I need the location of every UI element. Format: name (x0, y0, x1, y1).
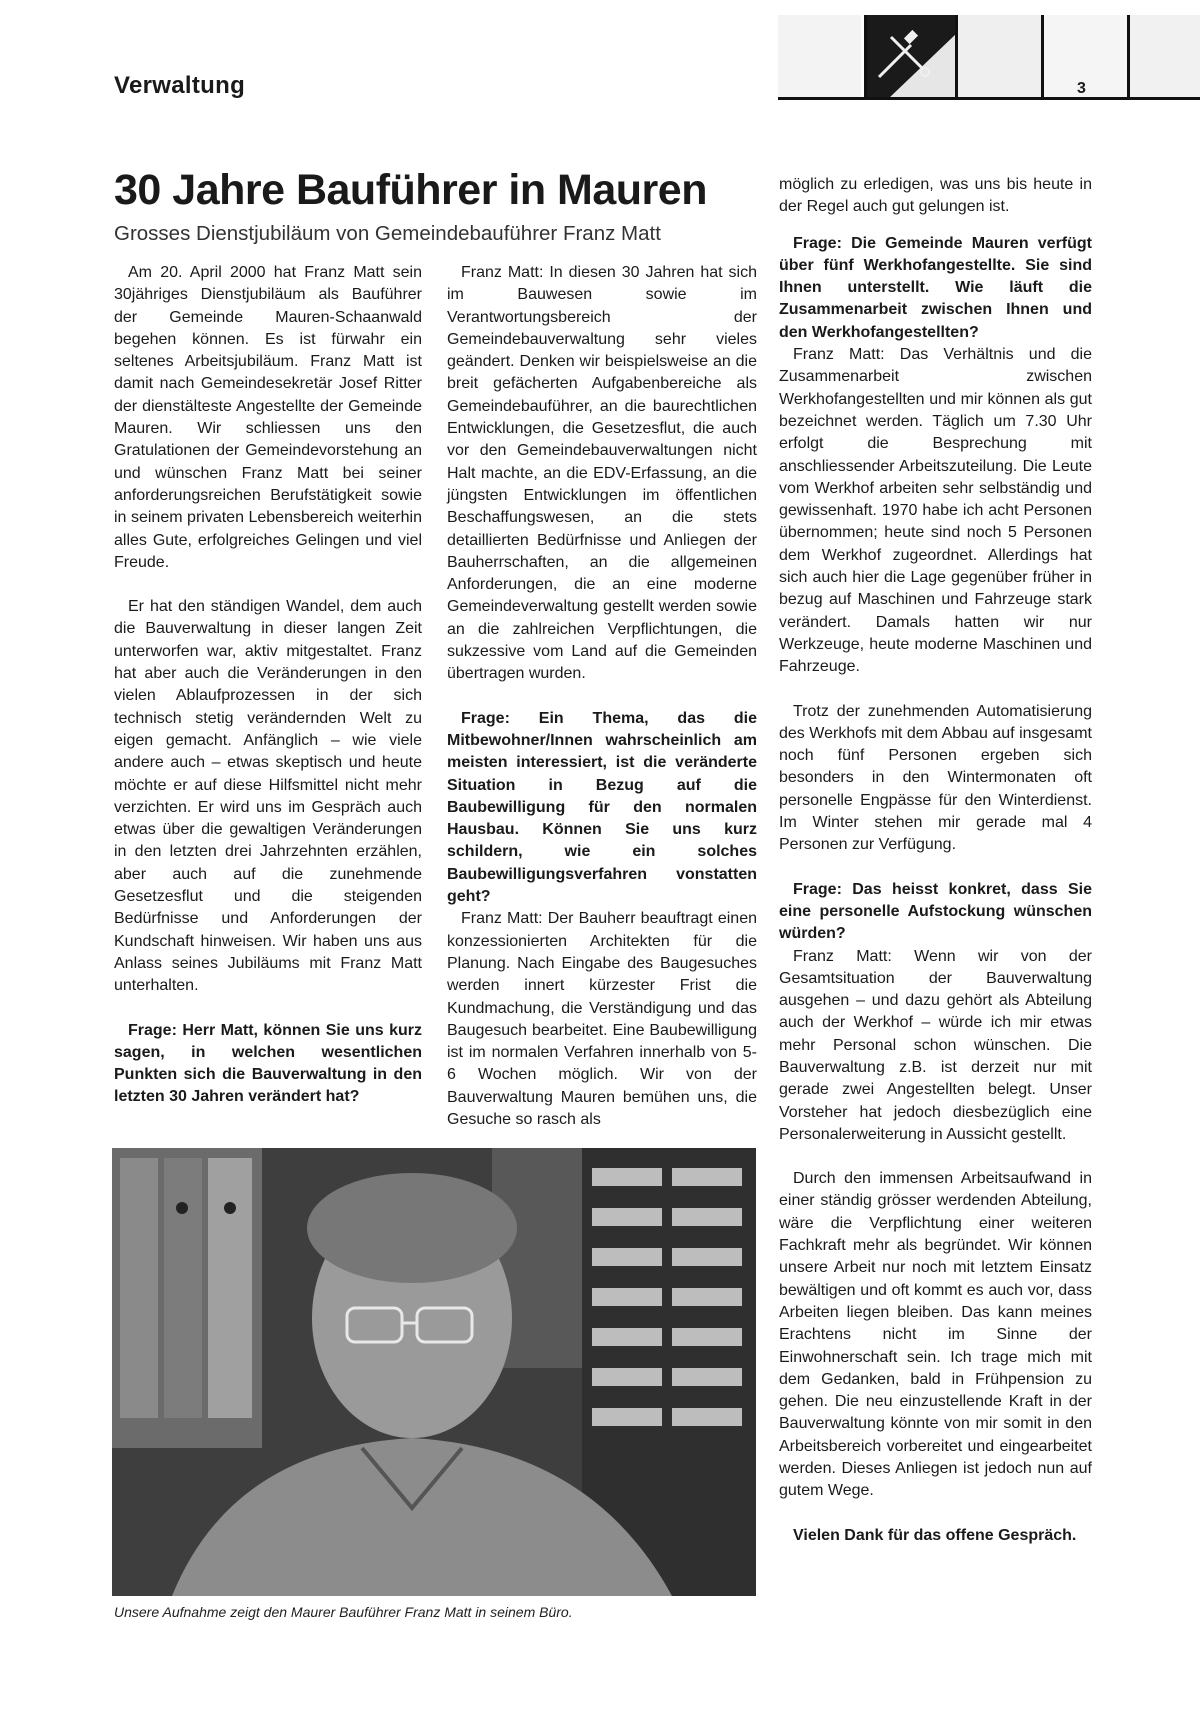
body-paragraph: Er hat den ständigen Wandel, dem auch die Bauverwaltung in dieser langen Zeit unterworfen war, aktiv mitgestaltet. Franz hat aber auch die Veränderungen in den vielen Ablaufprozessen in der sich technisch stetig verändernden Welt zu eigen gemacht. Anfänglich – wie viele andere auch – etwas skeptisch und heute möchte er auf diese Hilfsmittel nicht mehr verzichten. Er wird uns im Gespräch auch etwas über die gewaltigen Veränderungen in den letzten drei Jahrzehnten erzählen, aber auch auf die zunehmende Gesetzesflut und die steigenden Bedürfnisse und Anforderungen der Kundschaft hinweisen. Wir haben uns aus Anlass seines Jubiläums mit Franz Matt unterhalten. (114, 598, 422, 995)
page-number: 3 (1077, 80, 1086, 97)
header-tab-strip (778, 15, 1200, 100)
portrait-photo (112, 1148, 756, 1596)
interview-answer: Franz Matt: Das Verhältnis und die Zusammenarbeit zwischen Werkhofangestellten und mir können als gut bezeichnet werden. Täglich um 7.30 Uhr erfolgt die Besprechung mit anschliessender Arbeitszuteilung. Die Leute vom Werkhof arbeiten sehr selbständig und gewissenhaft. 1970 habe ich acht Personen übernommen; heute sind noch 5 Personen dem Werkhof zugeordnet. Allerdings hat sich auch hier die Lage gegenüber früher in bezug auf Maschinen und Fahrzeuge stark verändert. Damals hatten wir nur Werkzeuge, heute moderne Maschinen und Fahrzeuge. (779, 346, 1092, 676)
header-tab-cell (955, 15, 1041, 100)
interview-answer: Franz Matt: In diesen 30 Jahren hat sich im Bauwesen sowie im Verantwortungsbereich der Gemeindebauverwaltung sehr vieles geändert. Denken wir beispielsweise an die breit gefächerten Aufgabenbereiche als Gemeindebauführer, an die baurechtlichen Entwicklungen, die Gesetzesflut, die auch vor den Gemeindebauverwaltungen nicht Halt machte, an die EDV-Erfassung, an die jüngsten Entwicklungen im öffentlichen Beschaffungswesen, an die stets detaillierten Bedürfnisse und Anliegen der Bauherrschaften, an die allgemeinen Anforderungen, die an eine moderne Gemeindeverwaltung gestellt werden sowie an die zahlreichen Verpflichtungen, die sukzessive vom Land auf die Gemeinden übertragen wurden. (447, 264, 757, 683)
article-title: 30 Jahre Bauführer in Mauren (114, 166, 707, 214)
article-subtitle: Grosses Dienstjubiläum von Gemeindebauführer Franz Matt (114, 222, 661, 245)
interview-answer: Franz Matt: Wenn wir von der Gesamtsituation der Bauverwaltung ausgehen – und dazu gehört als Abteilung auch der Werkhof – würde ich mir etwas mehr Personal schon wünschen. Die Bauverwaltung z.B. ist derzeit nur mit gerade zwei Angestellten belegt. Unser Vorsteher hat jedoch diesbezüglich eine Personalerweiterung in Aussicht gestellt. (779, 947, 1092, 1143)
header-tab-cell (1127, 15, 1200, 100)
interview-question: Frage: Die Gemeinde Mauren verfügt über fünf Werkhofangestellte. Sie sind Ihnen unterstellt. Wie läuft die Zusammenarbeit zwischen Ihnen und den Werkhofangestellten? (779, 234, 1092, 341)
section-title: Verwaltung (114, 72, 246, 99)
body-paragraph: Durch den immensen Arbeitsaufwand in einer ständig grösser werdenden Abteilung, wäre die Verpflichtung einer weiteren Fachkraft mehr als begründet. Wir können unsere Arbeit nur noch mit letztem Einsatz bewältigen und oft kommt es auch vor, dass Arbeiten liegen bleiben. Das kann meines Erachtens nicht im Sinne der Einwohnerschaft sein. Ich trage mich mit dem Gedanken, bald in Frühpension zu gehen. Die neu einzustellende Kraft in der Bauverwaltung könnte von mir somit in den Arbeitsbereich vorbereitet und eingearbeitet werden. Dieses Anliegen ist jedoch nun auf gutem Wege. (779, 1170, 1092, 1500)
body-paragraph: Trotz der zunehmenden Automatisierung des Werkhofs mit dem Abbau auf insgesamt noch fünf Personen ergeben sich besonders in den Wintermonaten oft personelle Engpässe für den Winterdienst. Im Winter stehen mir gerade mal 4 Personen zur Verfügung. (779, 702, 1092, 854)
crossed-tools-icon (864, 15, 955, 100)
header-tab-cell (778, 15, 861, 100)
photo-caption: Unsere Aufnahme zeigt den Maurer Bauführer Franz Matt in seinem Büro. (114, 1604, 573, 1620)
article-column-1 (114, 262, 422, 1109)
interview-answer: Franz Matt: Der Bauherr beauftragt einen konzessionierten Architekten für die Planung. Nach Eingabe des Baugesuches werden innert kürzester Frist die Kundmachung, die Verständigung und das Baugesuch bearbeitet. Eine Baubewilligung ist im normalen Verfahren innerhalb von 5-6 Wochen möglich. Wir von der Bauverwaltung Mauren bemühen uns, die Gesuche so rasch als (447, 910, 757, 1128)
interview-question: Frage: Das heisst konkret, dass Sie eine personelle Aufstockung wünschen würden? (779, 880, 1092, 943)
article-column-3 (779, 174, 1092, 1547)
article-column-2 (447, 262, 757, 1131)
interview-question: Frage: Ein Thema, das die Mitbewohner/Innen wahrscheinlich am meisten interessiert, ist die veränderte Situation in Bezug auf die Baubewilligung für den normalen Hausbau. Können Sie uns kurz schildern, wie ein solches Baubewilligungsverfahren vonstatten geht? (447, 709, 757, 906)
interview-question: Frage: Herr Matt, können Sie uns kurz sagen, in welchen wesentlichen Punkten sich die Bauverwaltung in den letzten 30 Jahren verändert hat? (114, 1021, 422, 1106)
intro-paragraph: Am 20. April 2000 hat Franz Matt sein 30jähriges Dienstjubiläum als Bauführer der Gemeinde Mauren-Schaanwald begehen können. Es ist fürwahr ein seltenes Arbeitsjubiläum. Franz Matt ist damit nach Gemeindesekretär Josef Ritter der dienstälteste Angestellte der Gemeinde Mauren. Wir schliessen uns den Gratulationen der Gemeindevorstehung an und wünschen Franz Matt bei seiner anforderungsreichen Berufstätigkeit sowie in seinem privaten Lebensbereich weiterhin alles Gute, erfolgreiches Gelingen und viel Freude. (114, 264, 422, 571)
interview-answer-continued: möglich zu erledigen, was uns bis heute in der Regel auch gut gelungen ist. (779, 176, 1092, 216)
closing-remark: Vielen Dank für das offene Gespräch. (793, 1526, 1077, 1544)
